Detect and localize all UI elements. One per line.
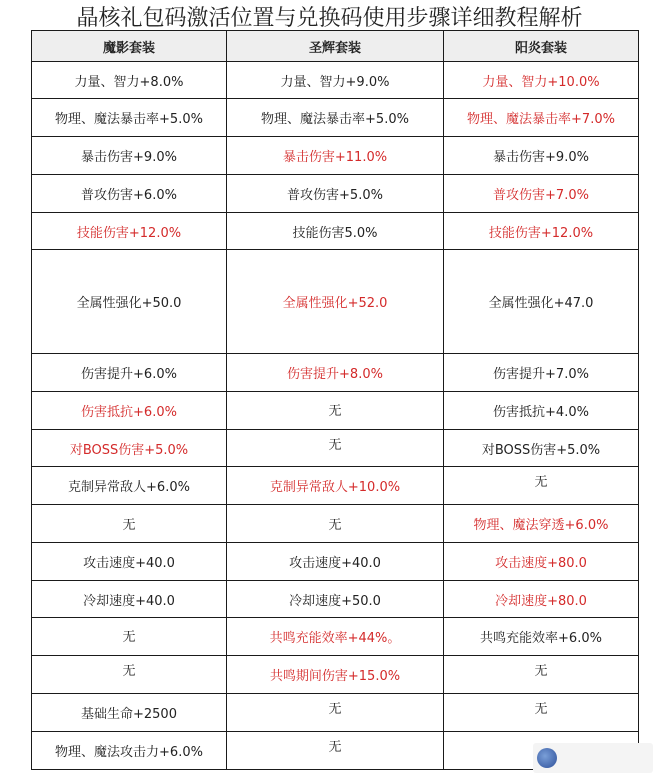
table-cell: 力量、智力+9.0%	[227, 62, 444, 99]
table-cell: 普攻伤害+6.0%	[32, 175, 227, 213]
table-cell: 无	[227, 694, 444, 732]
table-cell: 攻击速度+80.0	[444, 543, 639, 581]
table-row	[32, 467, 639, 505]
table-cell: 共鸣充能效率+44%。	[227, 618, 444, 656]
table-row	[32, 392, 639, 430]
table-cell: 攻击速度+40.0	[227, 543, 444, 581]
table-cell: 物理、魔法暴击率+5.0%	[227, 99, 444, 137]
table-cell: 技能伤害5.0%	[227, 213, 444, 250]
table-cell: 无	[444, 467, 639, 505]
table-row	[32, 99, 639, 137]
table-cell: 物理、魔法暴击率+5.0%	[32, 99, 227, 137]
table-row	[32, 250, 639, 354]
table-cell: 全属性强化+52.0	[227, 250, 444, 354]
table-cell: 伤害抵抗+6.0%	[32, 392, 227, 430]
table-cell: 无	[227, 392, 444, 430]
table-row	[32, 137, 639, 175]
table-row	[32, 618, 639, 656]
table-row	[32, 505, 639, 543]
table-cell: 共鸣充能效率+6.0%	[444, 618, 639, 656]
table-cell: 暴击伤害+9.0%	[32, 137, 227, 175]
table-row	[32, 543, 639, 581]
table-cell: 无	[32, 656, 227, 694]
table-cell: 技能伤害+12.0%	[32, 213, 227, 250]
column-header: 阳炎套装	[444, 31, 639, 62]
table-cell: 攻击速度+40.0	[32, 543, 227, 581]
table-cell: 共鸣期间伤害+15.0%	[227, 656, 444, 694]
page-title: 晶核礼包码激活位置与兑换码使用步骤详细教程解析	[76, 6, 583, 31]
table-row	[32, 694, 639, 732]
table-row	[32, 656, 639, 694]
table-cell: 冷却速度+40.0	[32, 581, 227, 618]
table-cell: 无	[227, 430, 444, 467]
table-cell: 物理、魔法暴击率+7.0%	[444, 99, 639, 137]
table-cell: 无	[32, 505, 227, 543]
table-cell: 克制异常敌人+10.0%	[227, 467, 444, 505]
table-cell: 全属性强化+50.0	[32, 250, 227, 354]
table-cell: 物理、魔法穿透+6.0%	[444, 505, 639, 543]
table-row	[32, 62, 639, 99]
table-cell: 暴击伤害+11.0%	[227, 137, 444, 175]
table-cell: 伤害提升+8.0%	[227, 354, 444, 392]
table-cell: 无	[32, 618, 227, 656]
table-cell: 无	[227, 732, 444, 770]
site-logo-icon	[537, 748, 557, 768]
table-row	[32, 430, 639, 467]
table-cell: 伤害提升+6.0%	[32, 354, 227, 392]
table-row	[32, 175, 639, 213]
table-cell: 普攻伤害+5.0%	[227, 175, 444, 213]
table-cell: 克制异常敌人+6.0%	[32, 467, 227, 505]
table-cell: 力量、智力+10.0%	[444, 62, 639, 99]
table-row	[32, 354, 639, 392]
table-cell: 技能伤害+12.0%	[444, 213, 639, 250]
table-cell: 无	[444, 694, 639, 732]
table-cell: 暴击伤害+9.0%	[444, 137, 639, 175]
table-cell: 无	[227, 505, 444, 543]
table-cell: 对BOSS伤害+5.0%	[444, 430, 639, 467]
table-cell: 基础生命+2500	[32, 694, 227, 732]
table-row	[32, 581, 639, 618]
table-cell: 无	[444, 656, 639, 694]
table-cell: 伤害抵抗+4.0%	[444, 392, 639, 430]
set-bonus-table-container	[31, 30, 638, 774]
table-cell: 对BOSS伤害+5.0%	[32, 430, 227, 467]
table-cell: 伤害提升+7.0%	[444, 354, 639, 392]
table-cell: 力量、智力+8.0%	[32, 62, 227, 99]
table-row	[32, 213, 639, 250]
set-bonus-table	[31, 30, 639, 770]
table-header-row	[32, 31, 639, 62]
table-cell: 冷却速度+80.0	[444, 581, 639, 618]
table-cell: 冷却速度+50.0	[227, 581, 444, 618]
table-cell: 全属性强化+47.0	[444, 250, 639, 354]
table-cell: 物理、魔法攻击力+6.0%	[32, 732, 227, 770]
column-header: 魔影套装	[32, 31, 227, 62]
column-header: 圣辉套装	[227, 31, 444, 62]
site-watermark	[533, 743, 653, 773]
table-cell: 普攻伤害+7.0%	[444, 175, 639, 213]
